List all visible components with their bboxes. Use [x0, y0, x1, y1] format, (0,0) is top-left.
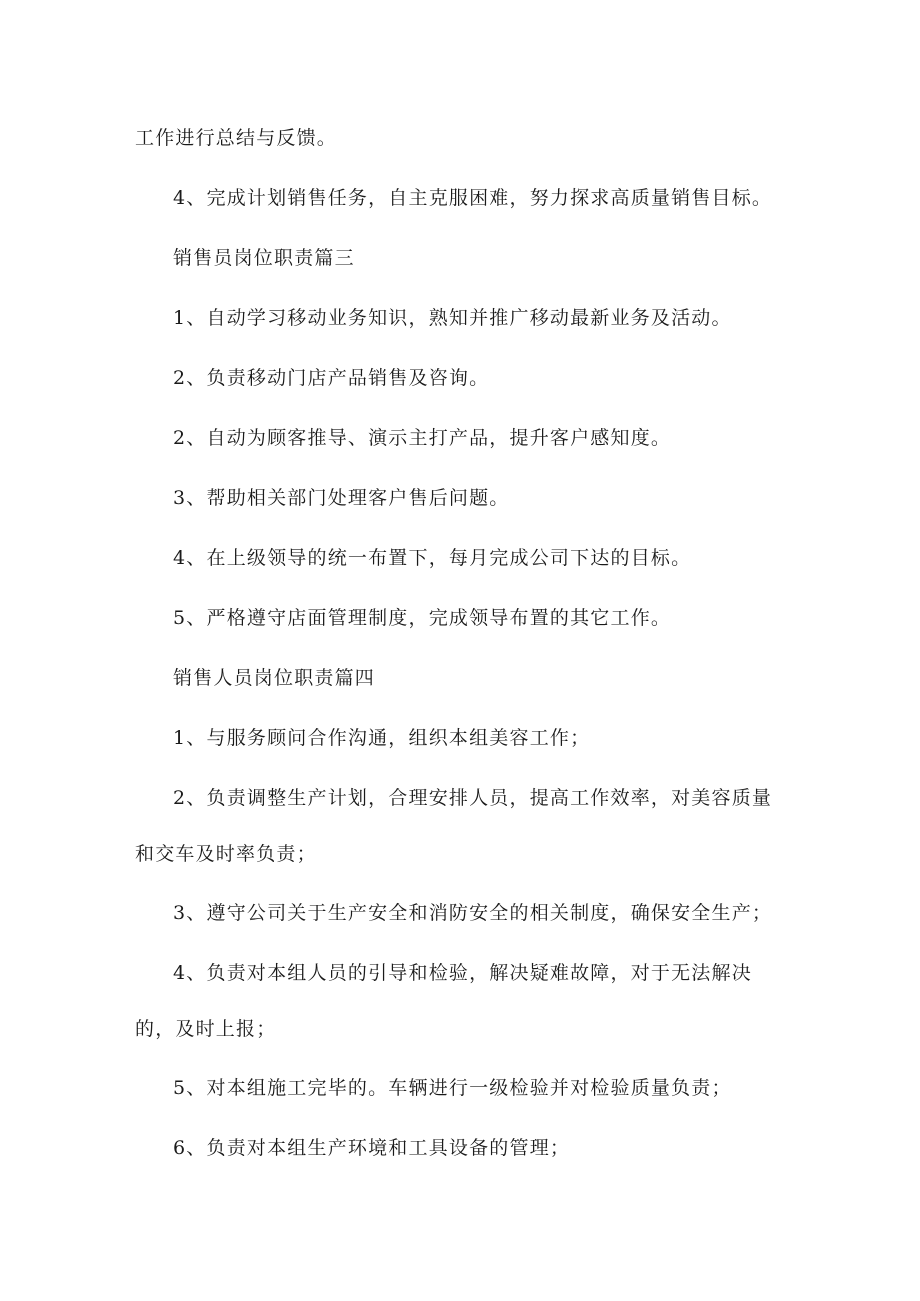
- paragraph-item: 5、严格遵守店面管理制度，完成领导布置的其它工作。: [173, 607, 672, 629]
- paragraph-item: 1、与服务顾问合作沟通，组织本组美容工作；: [173, 727, 591, 749]
- paragraph-item: 1、自动学习移动业务知识，熟知并推广移动最新业务及活动。: [173, 307, 732, 329]
- paragraph-continuation: 工作进行总结与反馈。: [135, 127, 338, 149]
- paragraph-item: 6、负责对本组生产环境和工具设备的管理；: [173, 1137, 571, 1159]
- section-heading: 销售员岗位职责篇三: [173, 247, 355, 269]
- paragraph-item: 4、负责对本组人员的引导和检验，解决疑难故障，对于无法解决的，及时上报；: [135, 962, 752, 1040]
- paragraph-item: 4、在上级领导的统一布置下，每月完成公司下达的目标。: [173, 547, 692, 569]
- paragraph-item: 2、自动为顾客推导、演示主打产品，提升客户感知度。: [173, 427, 672, 449]
- paragraph-item: 5、对本组施工完毕的。车辆进行一级检验并对检验质量负责；: [173, 1077, 732, 1099]
- paragraph-item: 2、负责调整生产计划，合理安排人员，提高工作效率，对美容质量和交车及时率负责；: [135, 787, 773, 865]
- paragraph-item: 4、完成计划销售任务，自主克服困难，努力探求高质量销售目标。: [173, 187, 773, 209]
- paragraph-item: 3、遵守公司关于生产安全和消防安全的相关制度，确保安全生产；: [173, 902, 773, 924]
- paragraph-item: 2、负责移动门店产品销售及咨询。: [173, 367, 490, 389]
- paragraph-item: 3、帮助相关部门处理客户售后问题。: [173, 487, 510, 509]
- section-heading: 销售人员岗位职责篇四: [173, 667, 376, 689]
